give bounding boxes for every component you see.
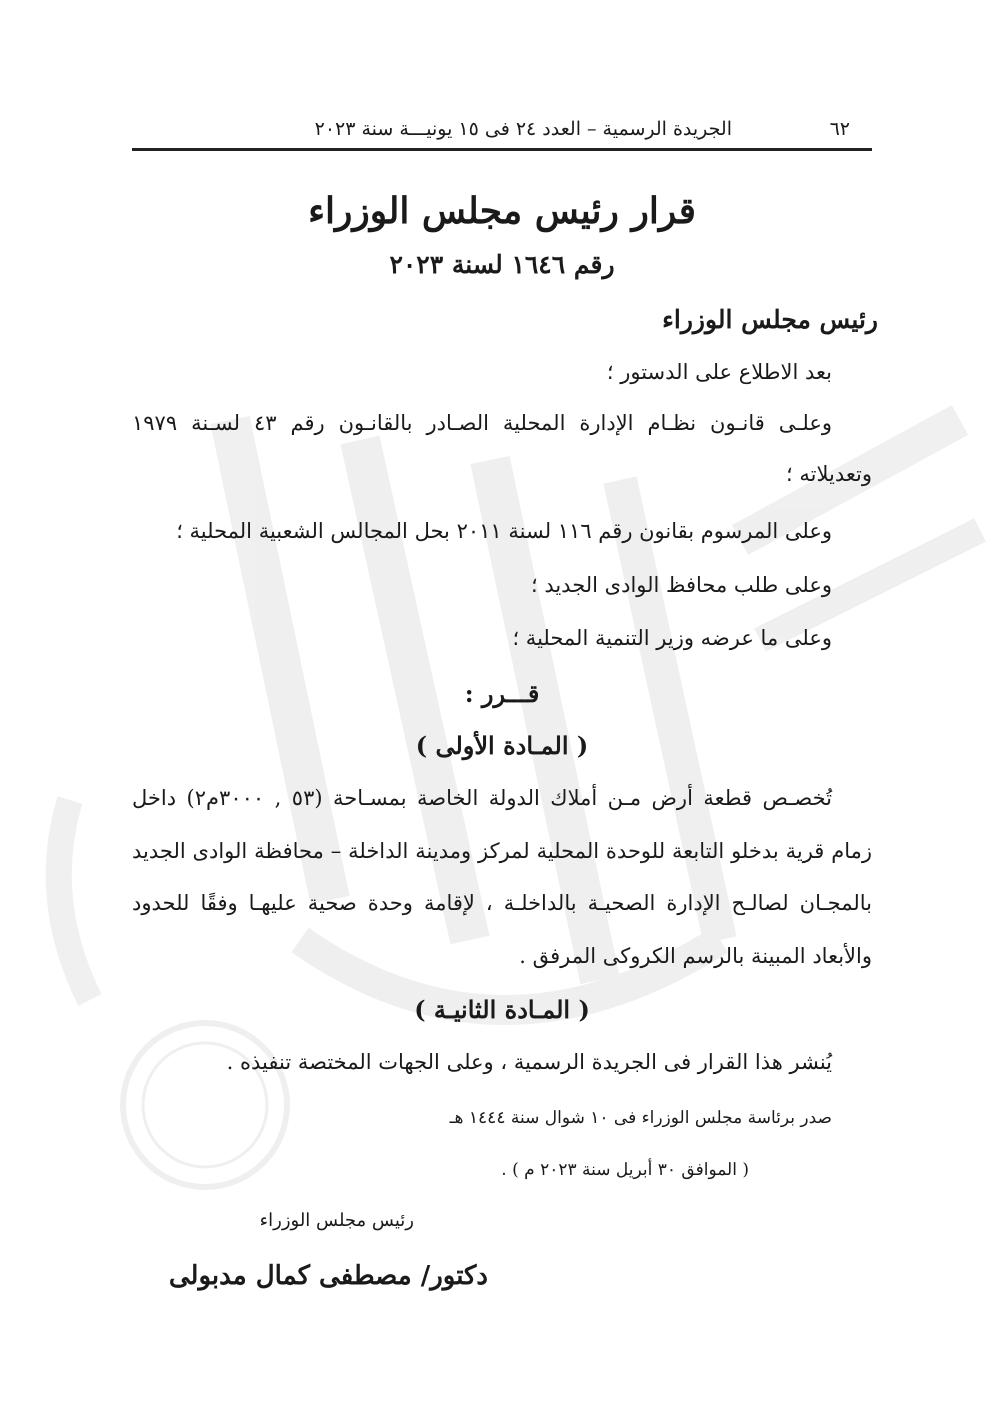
signature-name: دكتور/ مصطفى كمال مدبولى	[168, 1261, 488, 1291]
article-2-line: يُنشر هذا القرار فى الجريدة الرسمية ، وعلى الجهات المختصة تنفيذه .	[226, 1050, 832, 1074]
article-1-line: تُخصـص قطعة أرض مـن أملاك الدولة الخاصة بمسـاحة (٥٣ , ٣٠٠٠م٢) داخل	[132, 786, 832, 810]
decree-number: رقم ١٦٤٦ لسنة ٢٠٢٣	[389, 250, 615, 279]
signature-role: رئيس مجلس الوزراء	[259, 1210, 414, 1231]
article-1-heading: ( المـادة الأولى )	[415, 731, 589, 760]
decree-title: قرار رئيس مجلس الوزراء	[308, 190, 696, 232]
article-2-heading: ( المـادة الثانيـة )	[414, 995, 590, 1024]
preamble-line: وعلى طلب محافظ الوادى الجديد ؛	[530, 573, 832, 597]
article-1-line: والأبعاد المبينة بالرسم الكروكى المرفق .	[519, 944, 872, 968]
article-1-line: زمام قرية بدخلو التابعة للوحدة المحلية لمركز ومدينة الداخلة – محافظة الوادى الجديد	[132, 839, 872, 863]
preamble-line: وعلـى قانـون نظـام الإدارة المحلية الصـادر بالقانـون رقم ٤٣ لسـنة ١٩٧٩	[132, 411, 833, 435]
preamble-line: وتعديلاته ؛	[786, 462, 872, 486]
page-number: ٦٢	[829, 118, 850, 140]
preamble-line: بعد الاطلاع على الدستور ؛	[606, 360, 832, 384]
issued-date-gregorian: ( الموافق ٣٠ أبريل سنة ٢٠٢٣ م ) .	[501, 1160, 749, 1180]
issued-date-hijri: صدر برئاسة مجلس الوزراء فى ١٠ شوال سنة ١٤٤٤ هـ	[449, 1108, 832, 1128]
issuer-heading: رئيس مجلس الوزراء	[662, 305, 878, 334]
watermark-seal-icon	[0, 380, 1004, 1280]
gazette-header-line: الجريدة الرسمية – العدد ٢٤ فى ١٥ يونيـــة سنة ٢٠٢٣	[314, 118, 732, 140]
preamble-line: وعلى المرسوم بقانون رقم ١١٦ لسنة ٢٠١١ بحل المجالس الشعبية المحلية ؛	[176, 519, 832, 543]
page-header	[132, 112, 872, 151]
preamble-line: وعلى ما عرضه وزير التنمية المحلية ؛	[512, 626, 832, 650]
decision-heading: قـــرر :	[464, 679, 540, 708]
article-1-line: بالمجـان لصالـح الإدارة الصحيـة بالداخلـة ، لإقامة وحدة صحية عليهـا وفقًا للحدود	[132, 891, 872, 915]
